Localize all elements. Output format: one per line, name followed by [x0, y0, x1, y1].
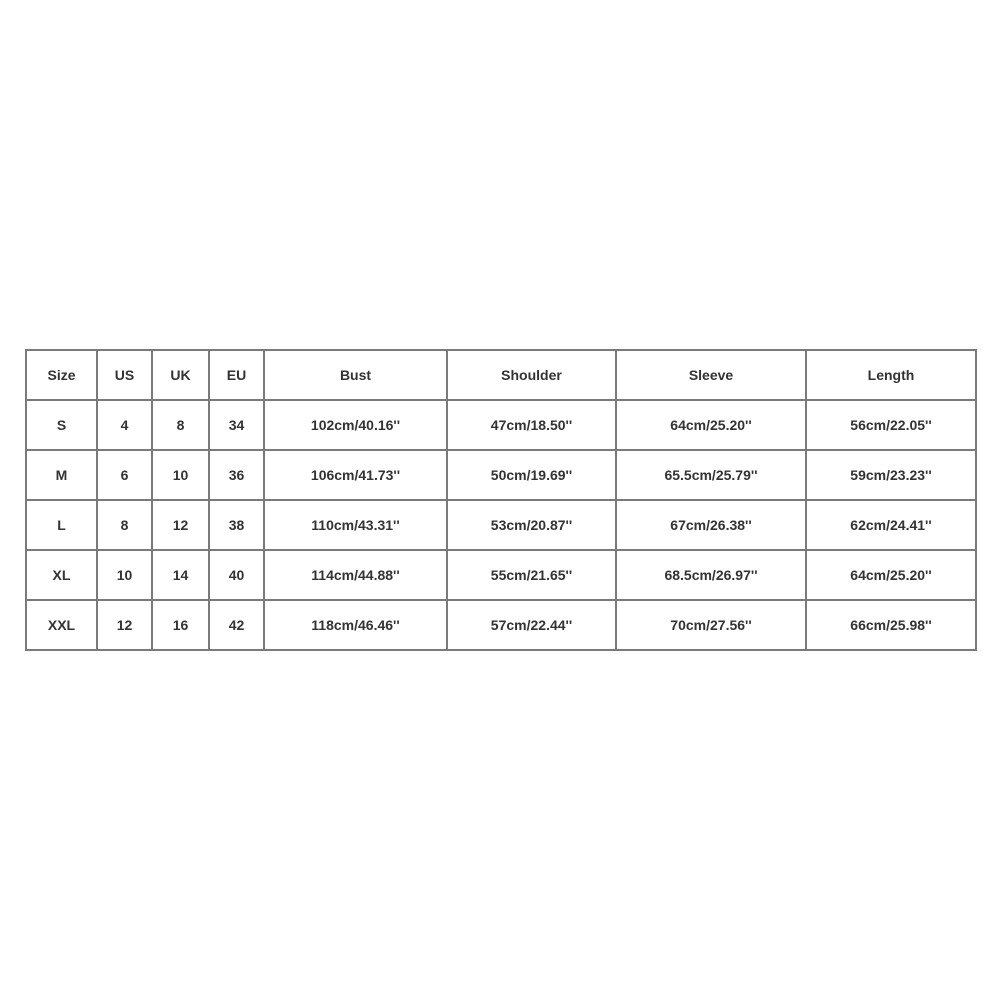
sleeve-cell: 68.5cm/26.97'' — [616, 550, 806, 600]
size-cell: L — [26, 500, 97, 550]
bust-cell: 106cm/41.73'' — [264, 450, 447, 500]
uk-cell: 8 — [152, 400, 209, 450]
size-cell: S — [26, 400, 97, 450]
uk-cell: 16 — [152, 600, 209, 650]
header-row — [26, 350, 976, 400]
us-cell: 4 — [97, 400, 152, 450]
header-cell: US — [97, 350, 152, 400]
size-cell: M — [26, 450, 97, 500]
eu-cell: 36 — [209, 450, 264, 500]
uk-cell: 10 — [152, 450, 209, 500]
table-row — [26, 550, 976, 600]
us-cell: 12 — [97, 600, 152, 650]
size-cell: XL — [26, 550, 97, 600]
length-cell: 56cm/22.05'' — [806, 400, 976, 450]
length-cell: 64cm/25.20'' — [806, 550, 976, 600]
us-cell: 6 — [97, 450, 152, 500]
header-cell: Sleeve — [616, 350, 806, 400]
size-cell: XXL — [26, 600, 97, 650]
bust-cell: 114cm/44.88'' — [264, 550, 447, 600]
uk-cell: 12 — [152, 500, 209, 550]
shoulder-cell: 57cm/22.44'' — [447, 600, 616, 650]
table-row — [26, 450, 976, 500]
eu-cell: 38 — [209, 500, 264, 550]
sleeve-cell: 64cm/25.20'' — [616, 400, 806, 450]
us-cell: 8 — [97, 500, 152, 550]
shoulder-cell: 55cm/21.65'' — [447, 550, 616, 600]
table-row — [26, 500, 976, 550]
size-chart-table — [25, 349, 977, 651]
sleeve-cell: 70cm/27.56'' — [616, 600, 806, 650]
header-cell: Length — [806, 350, 976, 400]
header-cell: Size — [26, 350, 97, 400]
eu-cell: 42 — [209, 600, 264, 650]
length-cell: 59cm/23.23'' — [806, 450, 976, 500]
table-row — [26, 600, 976, 650]
eu-cell: 34 — [209, 400, 264, 450]
shoulder-cell: 53cm/20.87'' — [447, 500, 616, 550]
header-cell: Shoulder — [447, 350, 616, 400]
shoulder-cell: 47cm/18.50'' — [447, 400, 616, 450]
shoulder-cell: 50cm/19.69'' — [447, 450, 616, 500]
bust-cell: 102cm/40.16'' — [264, 400, 447, 450]
header-cell: Bust — [264, 350, 447, 400]
header-cell: EU — [209, 350, 264, 400]
eu-cell: 40 — [209, 550, 264, 600]
table-row — [26, 400, 976, 450]
sleeve-cell: 67cm/26.38'' — [616, 500, 806, 550]
length-cell: 66cm/25.98'' — [806, 600, 976, 650]
bust-cell: 110cm/43.31'' — [264, 500, 447, 550]
us-cell: 10 — [97, 550, 152, 600]
bust-cell: 118cm/46.46'' — [264, 600, 447, 650]
length-cell: 62cm/24.41'' — [806, 500, 976, 550]
sleeve-cell: 65.5cm/25.79'' — [616, 450, 806, 500]
uk-cell: 14 — [152, 550, 209, 600]
header-cell: UK — [152, 350, 209, 400]
